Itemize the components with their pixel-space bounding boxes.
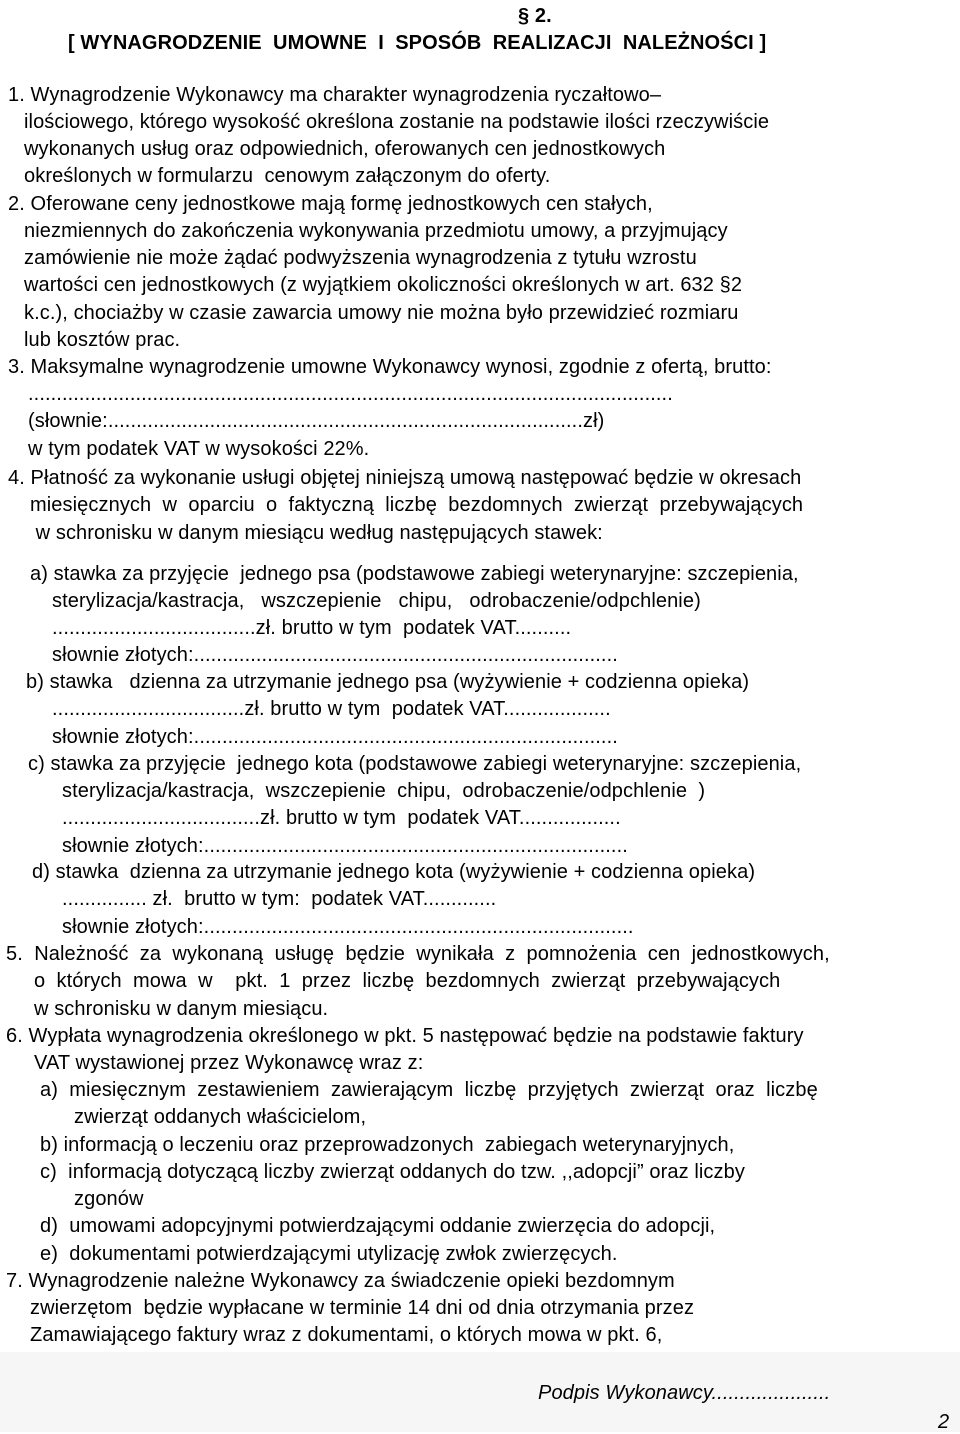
paragraph-line: słownie złotych:........................................................................... bbox=[52, 726, 618, 748]
paragraph-line: d) stawka dzienna za utrzymanie jednego kota (wyżywienie + codzienna opieka) bbox=[32, 861, 756, 883]
paragraph-line: b) informacją o leczeniu oraz przeprowadzonych zabiegach weterynaryjnych, bbox=[40, 1134, 735, 1156]
paragraph-line: wartości cen jednostkowych (z wyjątkiem okoliczności określonych w art. 632 §2 bbox=[24, 274, 743, 296]
paragraph-line: ..................................zł. brutto w tym podatek VAT................... bbox=[52, 698, 611, 720]
paragraph-line: zwierzętom będzie wypłacane w terminie 14 dni od dnia otrzymania przez bbox=[30, 1297, 695, 1319]
paragraph-line: zgonów bbox=[74, 1188, 144, 1210]
paragraph-line: ....................................zł. brutto w tym podatek VAT.......... bbox=[52, 617, 572, 639]
paragraph-line: e) dokumentami potwierdzającymi utylizację zwłok zwierzęcych. bbox=[40, 1243, 618, 1265]
paragraph-line: 5. Należność za wykonaną usługę będzie wynikała z pomnożenia cen jednostkowych, bbox=[6, 943, 830, 965]
paragraph-line: a) stawka za przyjęcie jednego psa (podstawowe zabiegi weterynaryjne: szczepienia, bbox=[30, 563, 799, 585]
paragraph-line: .................................................................................................................. bbox=[28, 383, 673, 405]
paragraph-line: ............... zł. brutto w tym: podatek VAT............. bbox=[62, 888, 497, 910]
paragraph-line: sterylizacja/kastracja, wszczepienie chipu, odrobaczenie/odpchlenie) bbox=[52, 590, 701, 612]
paragraph-line: c) stawka za przyjęcie jednego kota (podstawowe zabiegi weterynaryjne: szczepienia, bbox=[28, 753, 802, 775]
paragraph-line: 6. Wypłata wynagrodzenia określonego w pkt. 5 następować będzie na podstawie faktury bbox=[6, 1025, 804, 1047]
paragraph-line: b) stawka dzienna za utrzymanie jednego psa (wyżywienie + codzienna opieka) bbox=[26, 671, 750, 693]
paragraph-line: 7. Wynagrodzenie należne Wykonawcy za świadczenie opieki bezdomnym bbox=[6, 1270, 675, 1292]
paragraph-line: zamówienie nie może żądać podwyższenia wynagrodzenia z tytułu wzrostu bbox=[24, 247, 697, 269]
paragraph-line: d) umowami adopcyjnymi potwierdzającymi oddanie zwierzęcia do adopcji, bbox=[40, 1215, 716, 1237]
paragraph-line: lub kosztów prac. bbox=[24, 329, 181, 351]
paragraph-line: k.c.), chociażby w czasie zawarcia umowy nie można było przewidzieć rozmiaru bbox=[24, 302, 739, 324]
paragraph-line: słownie złotych:........................................................................... bbox=[62, 835, 628, 857]
section-title: [ WYNAGRODZENIE UMOWNE I SPOSÓB REALIZACJI NALEŻNOŚCI ] bbox=[68, 32, 767, 54]
paragraph-line: określonych w formularzu cenowym załączonym do oferty. bbox=[24, 165, 551, 187]
paragraph-line: 2. Oferowane ceny jednostkowe mają formę jednostkowych cen stałych, bbox=[8, 193, 653, 215]
paragraph-line: słownie złotych:............................................................................ bbox=[62, 916, 634, 938]
paragraph-line: zwierząt oddanych właścicielom, bbox=[74, 1106, 367, 1128]
paragraph-line: (słownie:....................................................................................zł) bbox=[28, 410, 605, 432]
paragraph-line: w schronisku w danym miesiącu. bbox=[34, 998, 329, 1020]
signature-line: Podpis Wykonawcy..................... bbox=[538, 1382, 831, 1404]
paragraph-line: ilościowego, którego wysokość określona zostanie na podstawie ilości rzeczywiście bbox=[24, 111, 770, 133]
paragraph-line: sterylizacja/kastracja, wszczepienie chipu, odrobaczenie/odpchlenie ) bbox=[62, 780, 706, 802]
paragraph-line: w schronisku w danym miesiącu według następujących stawek: bbox=[30, 522, 603, 544]
paragraph-line: wykonanych usług oraz odpowiednich, oferowanych cen jednostkowych bbox=[24, 138, 666, 160]
paragraph-line: 4. Płatność za wykonanie usługi objętej niniejszą umową następować będzie w okresach bbox=[8, 467, 802, 489]
paragraph-line: a) miesięcznym zestawieniem zawierającym liczbę przyjętych zwierząt oraz liczbę bbox=[40, 1079, 818, 1101]
paragraph-line: niezmiennych do zakończenia wykonywania przedmiotu umowy, a przyjmujący bbox=[24, 220, 728, 242]
paragraph-line: 1. Wynagrodzenie Wykonawcy ma charakter wynagrodzenia ryczałtowo– bbox=[8, 84, 662, 106]
paragraph-line: w tym podatek VAT w wysokości 22%. bbox=[28, 438, 370, 460]
paragraph-line: 3. Maksymalne wynagrodzenie umowne Wykonawcy wynosi, zgodnie z ofertą, brutto: bbox=[8, 356, 772, 378]
paragraph-line: miesięcznych w oparciu o faktyczną liczbę bezdomnych zwierząt przebywających bbox=[30, 494, 804, 516]
paragraph-line: VAT wystawionej przez Wykonawcę wraz z: bbox=[34, 1052, 424, 1074]
paragraph-line: c) informacją dotyczącą liczby zwierząt oddanych do tzw. ,,adopcji” oraz liczby bbox=[40, 1161, 745, 1183]
paragraph-line: słownie złotych:........................................................................... bbox=[52, 644, 618, 666]
section-number: § 2. bbox=[518, 5, 552, 27]
page-number: 2 bbox=[938, 1411, 950, 1433]
paragraph-line: o których mowa w pkt. 1 przez liczbę bezdomnych zwierząt przebywających bbox=[34, 970, 781, 992]
paragraph-line: ...................................zł. brutto w tym podatek VAT.................. bbox=[62, 807, 621, 829]
paragraph-line: Zamawiającego faktury wraz z dokumentami, o których mowa w pkt. 6, bbox=[30, 1324, 663, 1346]
